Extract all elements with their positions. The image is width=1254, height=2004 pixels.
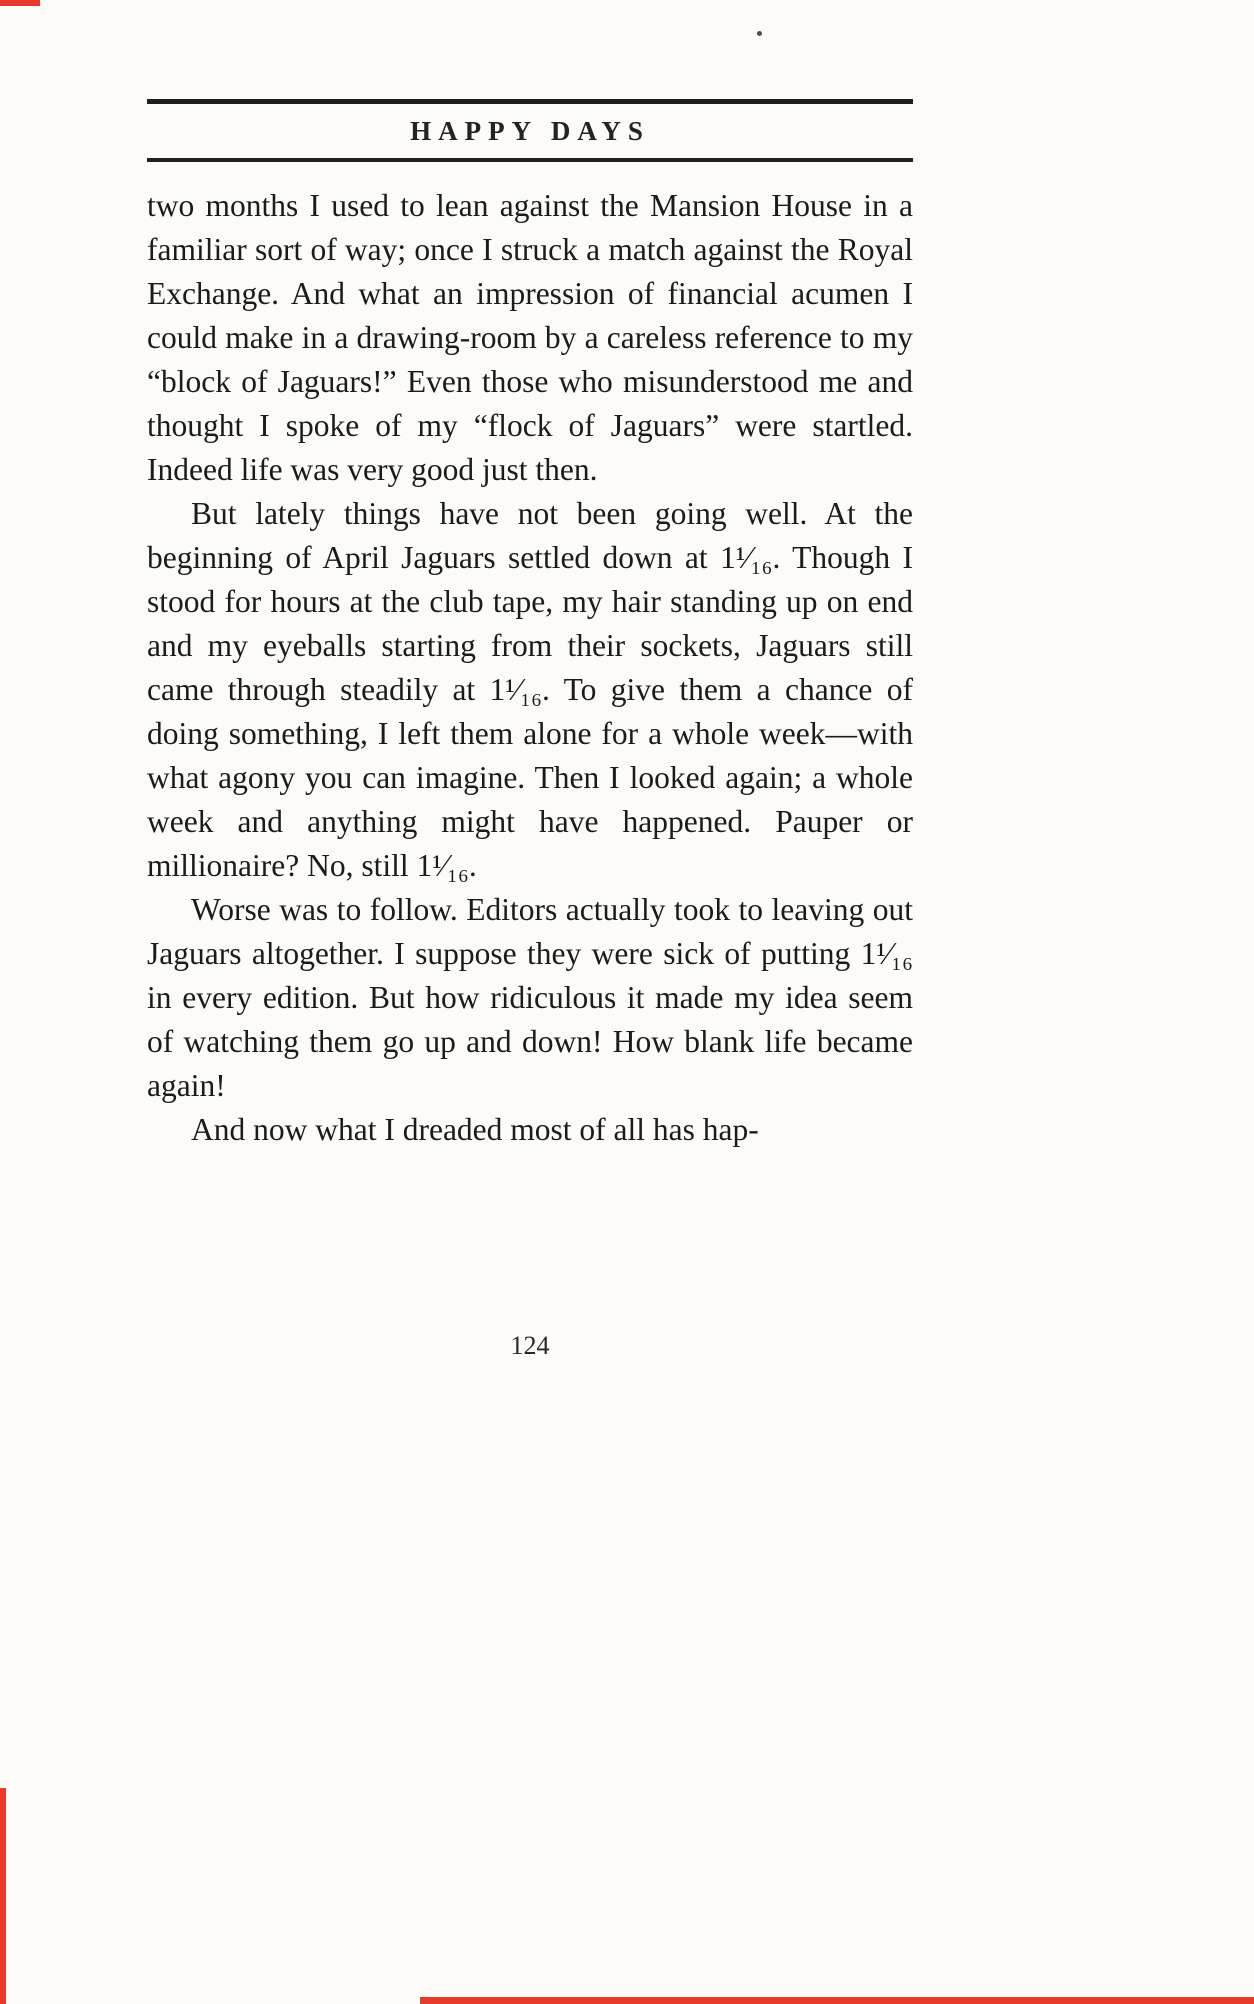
paragraph-2: But lately things have not been going well. At the beginning of April Jaguars settled down at 1¹⁄₁₆. Though I stood for hours at the club tape, my hair standing up on end and my eyeballs starting from their sockets, Jaguars still came through steadily at 1¹⁄₁₆. To give them a chance of doing something, I left them alone for a whole week—with what agony you can imagine. Then I looked again; a whole week and anything might have happened. Pauper or millionaire? No, still 1¹⁄₁₆. [147,496,913,883]
page-body [147,184,913,1152]
page-number: 124 [510,1331,550,1360]
header-rule-bottom [147,158,913,162]
scan-artifact-top-left [0,0,40,6]
running-title: HAPPY DAYS [410,116,650,146]
paragraph-3: Worse was to follow. Editors actually took to leaving out Jaguars altogether. I suppose they were sick of putting 1¹⁄₁₆ in every edition. But how ridiculous it made my idea seem of watching them go up and down! How blank life became again! [147,892,913,1103]
paragraph-1: two months I used to lean against the Mansion House in a familiar sort of way; once I struck a match against the Royal Exchange. And what an impression of financial acumen I could make in a drawing-room by a careless reference to my “block of Jaguars!” Even those who misunderstood me and thought I spoke of my “flock of Jaguars” were startled. Indeed life was very good just then. [147,188,913,487]
scan-artifact-left-edge [0,1788,6,2004]
scan-artifact-bottom-edge [420,1997,1254,2004]
paragraph-4: And now what I dreaded most of all has hap- [191,1112,759,1147]
scan-speck [757,31,762,36]
page-header [147,99,913,162]
